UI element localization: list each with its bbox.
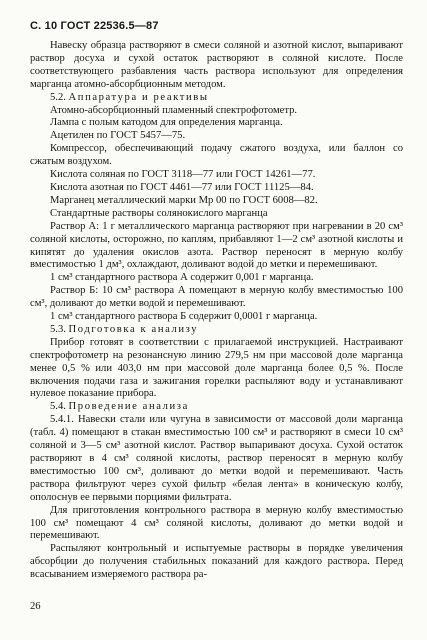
- section-title: Аппаратура и реактивы: [68, 91, 209, 103]
- analysis-paragraph: 5.4.1. Навески стали или чугуна в зависимости от массовой доли марганца (табл. 4) помещают в стакан вместимостью 100 см³ и растворяют в смеси 10 см³ соляной и 3—5 см³ азотной кислот. Раствор выпаривают досуха. Сухой остаток растворяют в 4 см³ соляной кислоты, раствор переносят в мерную колбу вместимостью 100 см³, доливают до метки водой и перемешивают. Часть раствора фильтруют через сухой фильтр «белая лента» в коническую колбу, ополоснув ее первыми порциями фильтрата.: [30, 414, 403, 503]
- page-number: 26: [30, 601, 41, 612]
- preparation-paragraph: Прибор готовят в соответствии с прилагаемой инструкцией. Настраивают спектрофотометр на резонансную линию 279,5 нм при массовой доле марганца менее 0,5 % или 403,0 нм при массовой доле марганца более 0,5 %. После включения подачи газа и зажигания горелки распыляют воду и устанавливают нулевое показание прибора.: [30, 336, 403, 400]
- control-solution-paragraph: Для приготовления контрольного раствора в мерную колбу вместимостью 100 см³ помещают 4 см³ соляной кислоты, доливают до метки водой и перемешивают.: [30, 504, 403, 542]
- solution-a-note: 1 см³ стандартного раствора А содержит 0,001 г марганца.: [50, 272, 314, 284]
- solution-b-paragraph: Раствор Б: 10 см³ раствора А помещают в мерную колбу вместимостью 100 см³, доливают до метки водой и перемешивают.: [30, 285, 403, 310]
- section-number: 5.2.: [50, 91, 66, 103]
- intro-paragraph: Навеску образца растворяют в смеси соляной и азотной кислот, выпаривают раствор досуха и сухой остаток растворяют в соляной кислоте. После соответствующего разбавления часть раствора используют для определения марганца атомно-абсорбционным методом.: [30, 40, 403, 90]
- section-title: Подготовка к анализу: [68, 323, 199, 335]
- section-title: Проведение анализа: [68, 401, 189, 413]
- page-header: С. 10 ГОСТ 22536.5—87: [30, 20, 159, 32]
- reagent-item: Марганец металлический марки Мр 00 по ГОСТ 6008—82.: [50, 194, 318, 206]
- reagent-item: Кислота соляная по ГОСТ 3118—77 или ГОСТ 14261—77.: [50, 169, 316, 181]
- document-body: [30, 40, 403, 582]
- equipment-item: Компрессор, обеспечивающий подачу сжатого воздуха, или баллон со сжатым воздухом.: [30, 143, 403, 168]
- equipment-item: Ацетилен по ГОСТ 5457—75.: [50, 130, 186, 142]
- solution-b-note: 1 см³ стандартного раствора Б содержит 0,0001 г марганца.: [50, 311, 318, 323]
- section-heading-5-2: [30, 92, 403, 105]
- equipment-item: Лампа с полым катодом для определения марганца.: [50, 117, 283, 129]
- spraying-paragraph: Распыляют контрольный и испытуемые растворы в порядке увеличения абсорбции до получения стабильных показаний для каждого раствора. Перед всасыванием измеряемого раствора ра-: [30, 543, 403, 581]
- equipment-item: Атомно-абсорбционный пламенный спектрофотометр.: [50, 104, 298, 116]
- section-heading-5-3: [30, 324, 403, 337]
- section-number: 5.3.: [50, 323, 66, 335]
- reagent-item: Кислота азотная по ГОСТ 4461—77 или ГОСТ 11125—84.: [50, 181, 314, 193]
- solution-a-paragraph: Раствор А: 1 г металлического марганца растворяют при нагревании в 20 см³ соляной кислоты, осторожно, по каплям, прибавляют 1—2 см³ азотной кислоты и кипятят до удаления окислов азота. Раствор переносят в мерную колбу вместимостью 1 дм³, охлаждают, доливают водой до метки и перемешивают.: [30, 220, 403, 271]
- section-heading-5-4: [30, 401, 403, 414]
- reagent-item: Стандартные растворы солянокислого марганца: [50, 207, 268, 219]
- section-number: 5.4.: [50, 401, 66, 413]
